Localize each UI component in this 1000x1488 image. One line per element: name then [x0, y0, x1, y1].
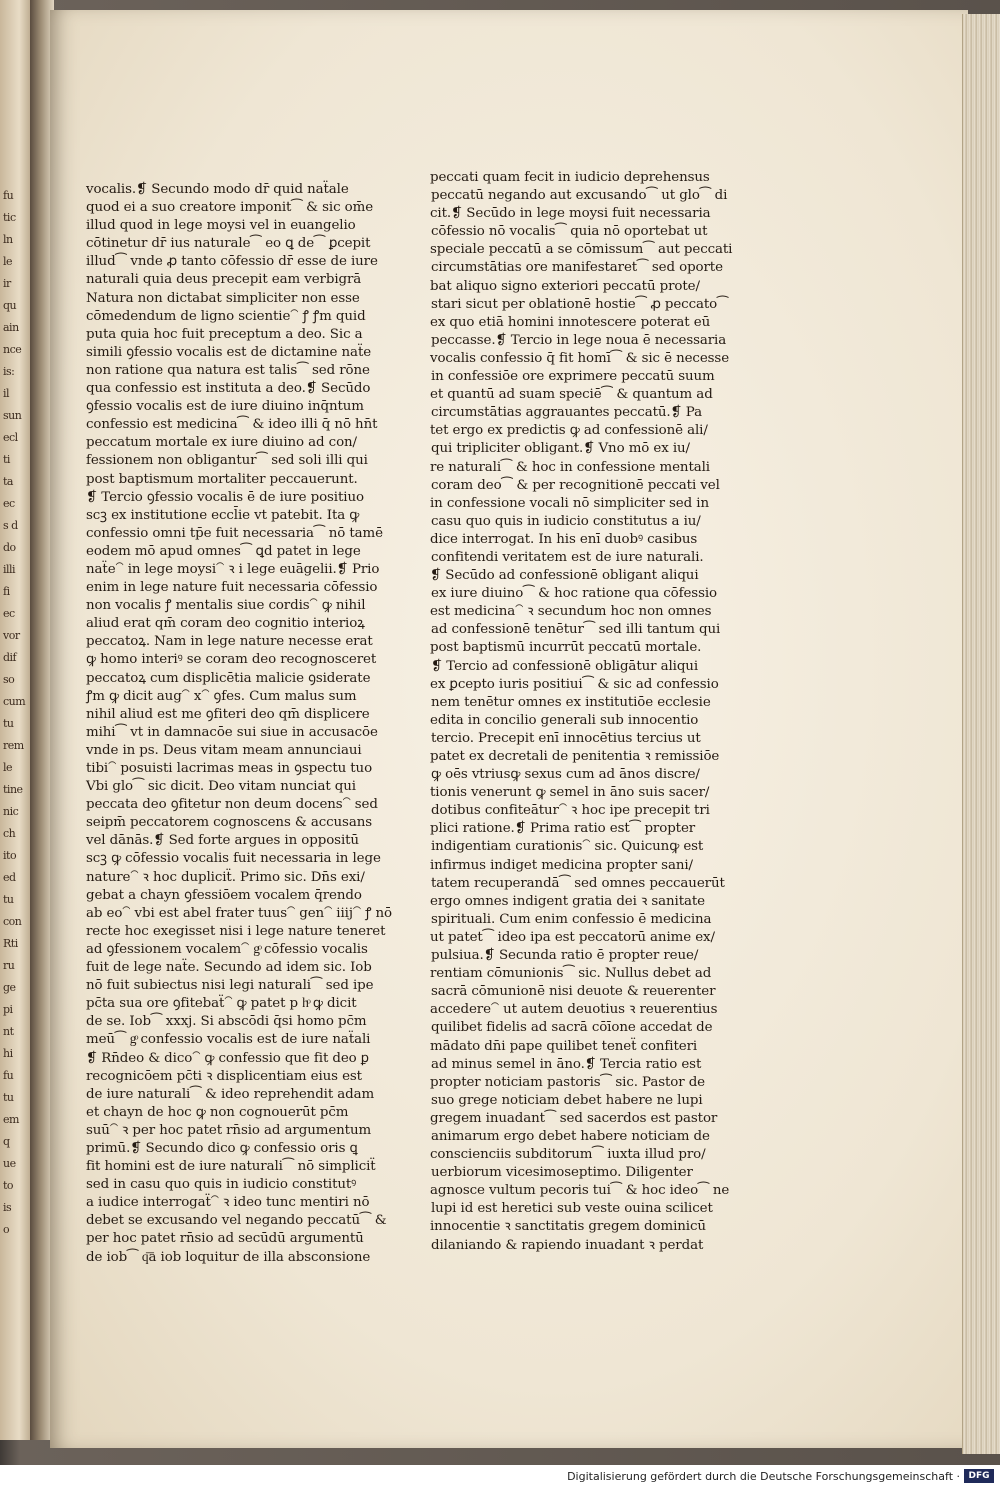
facing-page-fragment: fu	[3, 1069, 14, 1082]
text-line: vocalis.❡ Secundo modo dr̄ quid naẗale	[86, 182, 349, 197]
text-line: peccatū negando aut excusando⁀ ut glo⁀ di	[431, 188, 728, 204]
text-line: de iure naturali⁀ & ideo reprehendit adam	[86, 1086, 375, 1102]
facing-page-fragment: q	[3, 1135, 10, 1148]
text-line: tercio. Precepit enī innocētius tercius ut	[431, 730, 701, 746]
text-line: recognicōem pc̄ti ꝛ displicentiam eius est	[86, 1068, 362, 1084]
facing-page-fragment: ain	[3, 321, 19, 334]
text-line: cōmedendum de ligno scientie⁀ ꝭ ꝭm quid	[86, 308, 366, 324]
text-line: ergo omnes indigent gratia dei ꝛ sanitate	[430, 893, 706, 909]
text-line: nature⁀ ꝛ hoc dupliciẗ. Primo sic. Dn̄s exi/	[86, 869, 365, 885]
text-line: dice interrogat. In his enī duobꝰ casibus	[430, 531, 698, 547]
facing-page-fragment: rem	[3, 739, 24, 752]
text-line: a iudice interrogaẗ⁀ ꝛ ideo tunc mentiri nō	[86, 1195, 370, 1211]
text-line: scꝫ ꝙ cōfessio vocalis fuit necessaria in lege	[86, 851, 381, 867]
text-line: ❡ Tercio ꝯfessio vocalis ē de iure positiuo	[86, 489, 364, 505]
text-line: uerbiorum vicesimoseptimo. Diligenter	[431, 1165, 693, 1181]
text-line: sed in casu quo quis in iudicio constitutꝰ	[86, 1177, 357, 1193]
text-line: post baptismū incurrūt peccatū mortale.	[430, 640, 702, 656]
text-line: patet ex decretali de penitentia ꝛ remissiōe	[430, 749, 720, 764]
facing-page-fragment: ito	[3, 849, 17, 862]
text-line: post baptismum mortaliter peccauerunt.	[86, 471, 358, 487]
text-line: circumstātias aggrauantes peccatū.❡ Pa	[431, 405, 703, 421]
facing-page-fragment: ch	[3, 827, 16, 840]
text-line: et quantū ad suam speciē⁀ & quantum ad	[430, 387, 713, 403]
text-line: Natura non dictabat simpliciter non esse	[86, 290, 360, 306]
facing-page-fragment: fu	[3, 189, 14, 202]
text-line: confitendi veritatem est de iure naturali.	[431, 549, 704, 565]
text-line: ex iure diuino⁀ & hoc ratione qua cōfessio	[431, 586, 717, 602]
text-line: cōfessio nō vocalis⁀ quia nō oportebat ut	[431, 224, 708, 240]
text-line: peccati quam fecit in iudicio deprehensus	[430, 170, 710, 185]
text-line: accedere⁀ ut autem deuotius ꝛ reuerentius	[430, 1002, 718, 1018]
text-line: infirmus indiget medicina propter sani/	[430, 857, 693, 873]
text-column-left	[86, 181, 396, 1267]
facing-page-fragment: ed	[3, 871, 16, 884]
text-line: gebat a chayn ꝯfessiōem vocalem q̄rendo	[86, 887, 362, 903]
facing-page-fragment: illi	[3, 563, 16, 576]
text-line: vocalis confessio q̄ fit homī⁀ & sic ē necesse	[430, 350, 730, 366]
facing-page-fragment: to	[3, 1179, 14, 1192]
facing-page-fragment: ir	[3, 277, 11, 290]
text-line: suū⁀ ꝛ per hoc patet rn̄sio ad argumentum	[86, 1122, 372, 1138]
text-line: coram deo⁀ & per recognitionē peccati vel	[431, 477, 720, 493]
text-line: ꝙ homo interiꝰ se coram deo recognosceret	[86, 652, 377, 668]
facing-page-fragment: is:	[3, 365, 15, 378]
text-line: ❡ Tercio ad confessionē obligātur aliqui	[431, 658, 699, 674]
facing-page-fragment: qu	[3, 299, 17, 312]
text-line: primū.❡ Secundo dico ꝙ confessio oris ꝗ	[86, 1140, 358, 1156]
text-line: bat aliquo signo exteriori peccatū prote/	[430, 278, 700, 294]
text-line: illud quod in lege moysi vel in euangelio	[86, 218, 356, 234]
text-line: agnosce vultum pecoris tui⁀ & hoc ideo⁀ ne	[430, 1183, 730, 1199]
text-line: gregem inuadant⁀ sed sacerdos est pastor	[430, 1110, 718, 1126]
facing-page-fragment: ru	[3, 959, 15, 972]
text-line: fessionem non obligantur⁀ sed soli illi qui	[86, 453, 368, 469]
text-line: cōtinetur dr̄ ius naturale⁀ eo ꝗ de⁀ ꝑcepit	[86, 236, 371, 252]
text-line: animarum ergo debet habere noticiam de	[431, 1128, 710, 1144]
facing-page-fragment: ec	[3, 497, 15, 510]
text-line: debet se excusando vel negando peccatū⁀ &	[86, 1213, 387, 1229]
facing-page-fragment: tu	[3, 893, 14, 906]
text-line: tet ergo ex predictis ꝙ ad confessionē ali/	[430, 423, 708, 439]
text-line: casu quo quis in iudicio constitutus a iu/	[431, 513, 701, 529]
text-line: ❡ Rn̄deo & dico⁀ ꝙ confessio que fit deo ꝑ	[86, 1050, 369, 1066]
text-line: illud⁀ vnde ꝓ tanto cōfessio dr̄ esse de iure	[86, 254, 378, 270]
text-line: sacrā cōmunionē nisi deuote & reuerenter	[431, 984, 716, 1000]
text-line: seipm̄ peccatorem cognoscens & accusans	[86, 815, 373, 831]
text-line: pulsiua.❡ Secunda ratio ē propter reue/	[431, 948, 699, 964]
text-line: fit homini est de iure naturali⁀ nō simpliciẗ	[86, 1159, 376, 1175]
text-line: ex ꝑcepto iuris positiui⁀ & sic ad confessio	[430, 676, 719, 692]
text-line: mihi⁀ vt in damnacōe sui siue in accusacōe	[86, 724, 378, 740]
text-line: tatem recuperandā⁀ sed omnes peccauerūt	[431, 875, 725, 891]
facing-page-fragment: le	[3, 255, 13, 268]
text-line: plici ratione.❡ Prima ratio est⁀ propter	[430, 821, 696, 837]
text-line: rentiam cōmunionis⁀ sic. Nullus debet ad	[430, 966, 712, 982]
text-line: cit.❡ Secūdo in lege moysi fuit necessaria	[430, 206, 711, 222]
facing-page-fragment: s d	[3, 519, 18, 532]
facing-page-fragment: pi	[3, 1003, 13, 1016]
text-line: ❡ Secūdo ad confessionē obligant aliqui	[430, 568, 699, 584]
facing-page-fragment: so	[3, 673, 15, 686]
text-line: naẗe⁀ in lege moysi⁀ ꝛ i lege euāgelii.❡ Prio	[86, 561, 380, 577]
footer-bar	[0, 1465, 1000, 1488]
text-column-right	[430, 169, 740, 1255]
text-line: conscienciis subditorum⁀ iuxta illud pro/	[430, 1147, 706, 1163]
text-line: meū⁀ gͦ confessio vocalis est de iure naẗali	[86, 1032, 371, 1048]
text-line: innocentie ꝛ sanctitatis gregem dominicū	[430, 1219, 706, 1235]
text-line: stari sicut per oblationē hostie⁀ ꝓ peccato⁀	[431, 296, 728, 312]
text-line: in confessione vocali nō simpliciter sed in	[430, 495, 709, 511]
text-line: confessio omni tp̄e fuit necessaria⁀ nō tamē	[86, 525, 383, 541]
text-line: ad confessionē tenētur⁀ sed illi tantum qui	[431, 622, 721, 638]
text-line: qui tripliciter obligant.❡ Vno mō ex iu/	[431, 441, 690, 457]
facing-page-fragment: ti	[3, 453, 10, 466]
text-line: ꝯfessio vocalis est de iure diuino inq̄ntum	[86, 399, 364, 415]
text-line: puta quia hoc fuit preceptum a deo. Sic a	[86, 326, 363, 342]
text-line: de se. Iob⁀ xxxj. Si abscōdi q̄si homo pc̄m	[86, 1014, 367, 1030]
facing-page-fragment: Rti	[3, 937, 18, 950]
text-line: peccata deo ꝯfitetur non deum docens⁀ sed	[86, 797, 378, 813]
text-line: ex quo etiā homini innotescere poterat eū	[430, 314, 711, 330]
text-line: lupi id est heretici sub veste ouina scilicet	[431, 1201, 713, 1217]
text-line: quilibet fidelis ad sacrā cōīone accedat de	[431, 1020, 713, 1036]
text-line: ut patet⁀ ideo ipa est peccatorū anime ex/	[430, 929, 715, 945]
funding-notice: Digitalisierung gefördert durch die Deutsche Forschungsgemeinschaft ·	[567, 1470, 960, 1483]
text-line: eodem mō apud omnes⁀ ꝗd patet in lege	[86, 543, 361, 559]
text-line: ꝙ oēs vtriusꝙ sexus cum ad ānos discre/	[431, 767, 700, 783]
facing-page-fragment: o	[3, 1223, 10, 1236]
text-line: enim in lege nature fuit necessaria cōfessio	[86, 580, 378, 596]
text-line: dotibus confiteātur⁀ ꝛ hoc ipe precepit tri	[431, 803, 710, 819]
page-stack-edges	[962, 14, 1000, 1454]
text-line: ꝭm ꝙ dicit aug⁀ x⁀ ꝯfes. Cum malus sum	[86, 688, 357, 704]
text-line: aliud erat qm̄ coram deo cognitio interioꝝ	[86, 616, 365, 632]
text-line: simili ꝯfessio vocalis est de dictamine naẗe	[86, 344, 372, 360]
text-line: non vocalis ꝭ mentalis siue cordis⁀ ꝙ nihil	[86, 598, 366, 614]
text-line: vnde in ps. Deus vitam meam annunciaui	[86, 742, 362, 758]
text-line: naturali quia deus precepit eam verbigrā	[86, 272, 362, 288]
text-line: Vbi glo⁀ sic dicit. Deo vitam nunciat qui	[86, 779, 356, 795]
facing-page-fragment: con	[3, 915, 22, 928]
text-line: per hoc patet rn̄sio ad secūdū argumentū	[86, 1231, 364, 1247]
text-line: peccasse.❡ Tercio in lege noua ē necessaria	[431, 332, 727, 348]
text-line: in confessiōe ore exprimere peccatū suum	[431, 369, 715, 385]
facing-page-fragment: ln	[3, 233, 13, 246]
text-line: peccatoꝝ. Nam in lege nature necesse erat	[86, 634, 373, 650]
text-line: dilaniando & rapiendo inuadant ꝛ perdat	[431, 1237, 704, 1253]
text-line: confessio est medicina⁀ & ideo illi q̄ nō hn̄t	[86, 417, 378, 433]
text-line: est medicina⁀ ꝛ secundum hoc non omnes	[430, 604, 712, 620]
text-line: ad minus semel in āno.❡ Tercia ratio est	[431, 1056, 702, 1072]
text-line: mādato dn̄i pape quilibet teneẗ confiteri	[430, 1038, 698, 1054]
facing-page-edge	[0, 0, 32, 1440]
text-line: speciale peccatū a se cōmissum⁀ aut peccati	[430, 242, 733, 258]
facing-page-fragment: ta	[3, 475, 13, 488]
facing-page-fragment: dif	[3, 651, 17, 664]
text-line: non ratione qua natura est talis⁀ sed rōne	[86, 362, 370, 378]
facing-page-fragment: ec	[3, 607, 15, 620]
facing-page-fragment: vor	[3, 629, 20, 642]
text-line: vel dānās.❡ Sed forte argues in oppositū	[86, 833, 359, 849]
text-line: tibi⁀ posuisti lacrimas meas in ꝯspectu tuo	[86, 761, 373, 776]
dfg-logo: DFG	[964, 1469, 994, 1483]
facing-page-fragment: ge	[3, 981, 16, 994]
facing-page-fragment: nt	[3, 1025, 14, 1038]
text-line: et chayn de hoc ꝙ non cognouerūt pc̄m	[86, 1104, 349, 1120]
facing-page-fragment: do	[3, 541, 16, 554]
text-line: circumstātias ore manifestaret⁀ sed oporte	[431, 260, 723, 276]
text-line: re naturali⁀ & hoc in confessione mentali	[430, 459, 710, 475]
facing-page-fragment: sun	[3, 409, 22, 422]
text-line: nō fuit subiectus nisi legi naturali⁀ sed ipe	[86, 978, 374, 994]
text-line: suo grege noticiam debet habere ne lupi	[431, 1092, 703, 1108]
facing-page-fragment: fi	[3, 585, 10, 598]
text-line: peccatoꝝ cum displicētia malicie ꝯsiderate	[86, 670, 371, 686]
facing-page-fragment: em	[3, 1113, 19, 1126]
facing-page-fragment: tic	[3, 211, 16, 224]
text-line: edita in concilio generali sub innocentio	[430, 712, 699, 728]
facing-page-fragment: tu	[3, 1091, 14, 1104]
text-line: qua confessio est instituta a deo.❡ Secūdo	[86, 381, 371, 397]
text-line: nihil aliud est me ꝯfiteri deo qm̄ displicere	[86, 706, 370, 722]
text-line: nem tenētur omnes ex institutiōe ecclesie	[431, 694, 711, 710]
facing-page-fragment: ue	[3, 1157, 16, 1170]
facing-page-fragment: nce	[3, 343, 22, 356]
text-line: propter noticiam pastoris⁀ sic. Pastor de	[430, 1074, 706, 1090]
text-line: peccatum mortale ex iure diuino ad con/	[86, 435, 357, 451]
facing-page-fragment: is	[3, 1201, 12, 1214]
facing-page-fragment: nic	[3, 805, 19, 818]
text-line: spirituali. Cum enim confessio ē medicina	[431, 911, 712, 927]
text-line: pc̄ta sua ore ꝯfitebaẗ⁀ ꝙ patet p hͦ ꝙ dicit	[86, 996, 357, 1012]
facing-page-fragment: le	[3, 761, 13, 774]
facing-page-fragment: il	[3, 387, 10, 400]
facing-page-fragment: tu	[3, 717, 14, 730]
text-line: scꝫ ex institutione eccl̄ie vt patebit. Ita ꝙ	[86, 507, 360, 523]
facing-page-fragment: cum	[3, 695, 26, 708]
facing-page-fragment: tine	[3, 783, 23, 796]
text-line: quod ei a suo creatore imponit⁀ & sic om̄e	[86, 200, 374, 216]
text-line: tionis venerunt ꝙ semel in āno suis sacer/	[430, 785, 710, 801]
text-line: ad ꝯfessionem vocalem⁀ gͦ cōfessio vocalis	[86, 941, 368, 957]
text-line: ab eo⁀ vbi est abel frater tuus⁀ gen⁀ iiij⁀ ꝭ nō	[86, 905, 392, 921]
text-line: de iob⁀ q͞a iob loquitur de illa absconsione	[86, 1249, 371, 1265]
text-line: recte hoc exegisset nisi i lege nature teneret	[86, 923, 386, 939]
facing-page-fragment: ecl	[3, 431, 18, 444]
facing-page-fragment: hi	[3, 1047, 13, 1060]
text-line: indigentiam curationis⁀ sic. Quicunꝙ est	[431, 839, 704, 855]
text-line: fuit de lege naẗe. Secundo ad idem sic. Iob	[86, 960, 372, 976]
